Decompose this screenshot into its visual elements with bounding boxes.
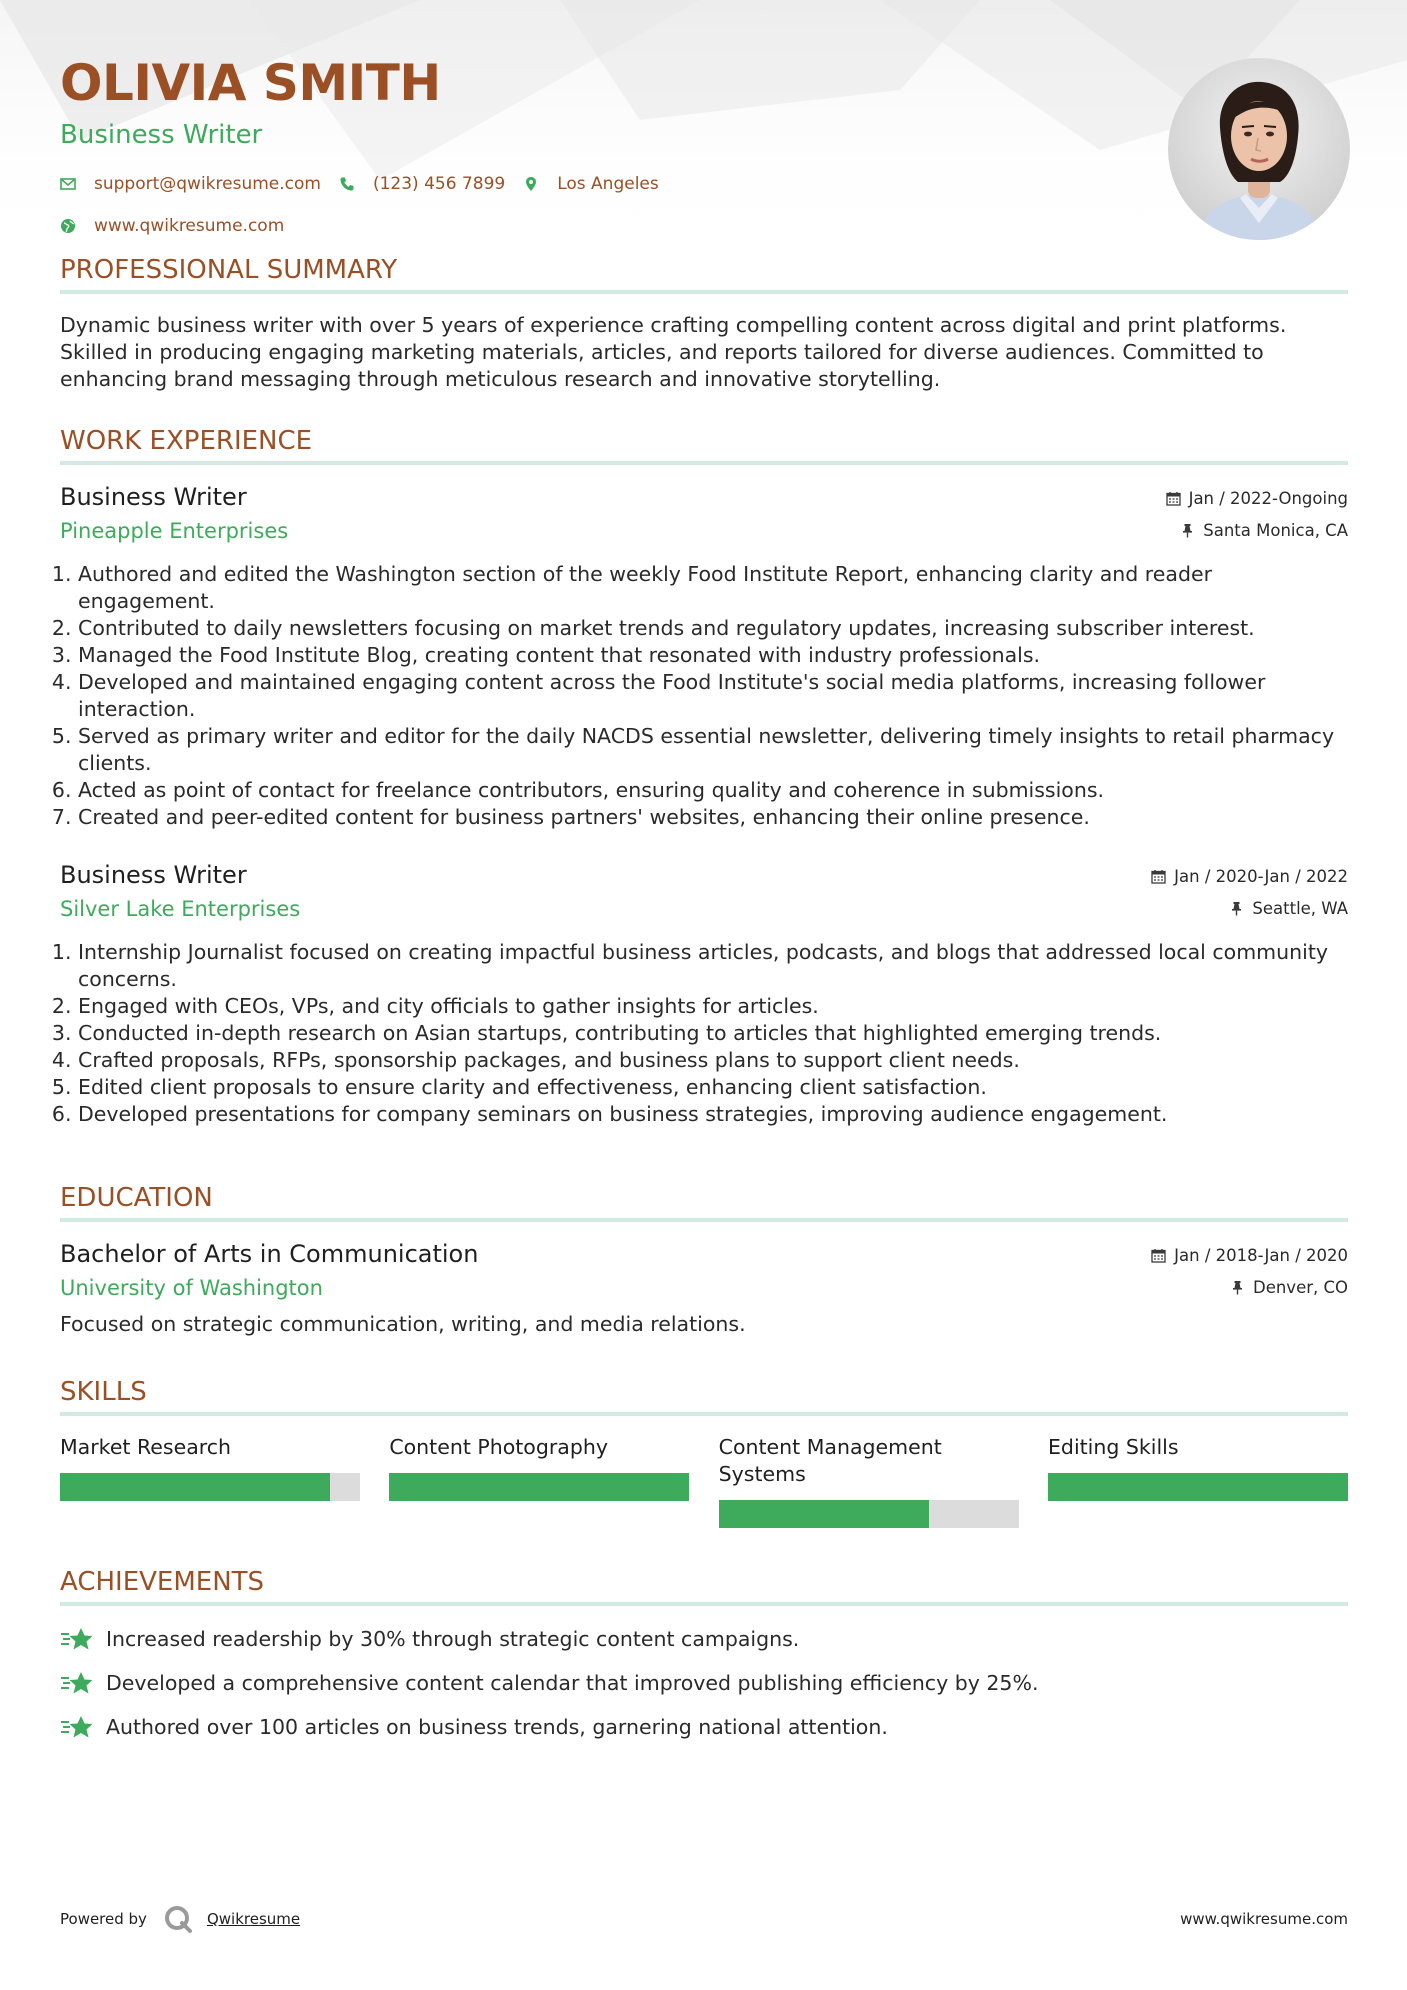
job-location — [1166, 519, 1348, 541]
skill-name: Content Management Systems — [718, 1435, 942, 1486]
job-location — [1151, 897, 1348, 919]
contact-phone[interactable] — [339, 174, 505, 194]
job-dates-text: Jan / 2022-Ongoing — [1188, 488, 1348, 508]
education-entry — [60, 1240, 1348, 1336]
list-item: 5. Served as primary writer and editor for the daily NACDS essential newsletter, delivering timely insights to retail pharmacy clients. — [78, 723, 1348, 777]
achievements-list — [60, 1624, 1348, 1742]
skill-level-bar — [1048, 1473, 1348, 1501]
pushpin-icon — [1180, 523, 1195, 538]
job-company: Pineapple Enterprises — [60, 519, 289, 543]
skills-heading: SKILLS — [60, 1377, 147, 1407]
education-location — [1151, 1276, 1348, 1298]
list-item: 5. Edited client proposals to ensure clarity and effectiveness, enhancing client satisfaction. — [78, 1074, 1348, 1101]
job-role: Business Writer — [60, 861, 247, 889]
job-location-text: Santa Monica, CA — [1203, 520, 1348, 540]
education-description: Focused on strategic communication, writing, and media relations. — [60, 1312, 746, 1336]
education-heading: EDUCATION — [60, 1183, 213, 1213]
achievement-text: Developed a comprehensive content calendar that improved publishing efficiency by 25%. — [106, 1671, 1039, 1695]
list-item: 3. Conducted in-depth research on Asian startups, contributing to articles that highlighted emerging trends. — [78, 1020, 1348, 1047]
skill-level-bar — [60, 1473, 360, 1501]
list-item: 2. Contributed to daily newsletters focusing on market trends and regulatory updates, increasing subscriber interest. — [78, 615, 1348, 642]
calendar-icon — [1151, 869, 1166, 884]
skill-level-fill — [389, 1473, 689, 1501]
list-item: 1. Internship Journalist focused on creating impactful business articles, podcasts, and blogs that addressed local community concerns. — [78, 939, 1348, 993]
summary-text: Dynamic business writer with over 5 years of experience crafting compelling content across digital and print platforms. Skilled in producing engaging marketing materials, articles, and reports tailored for diverse audiences. Committed to enhancing brand messaging through meticulous research and innovative storytelling. — [60, 313, 1287, 391]
experience-heading: WORK EXPERIENCE — [60, 426, 313, 456]
list-item: 2. Engaged with CEOs, VPs, and city officials to gather insights for articles. — [78, 993, 1348, 1020]
email-text[interactable]: support@qwikresume.com — [94, 174, 321, 194]
website-link[interactable]: www.qwikresume.com — [94, 216, 285, 236]
job-dates-text: Jan / 2020-Jan / 2022 — [1174, 866, 1348, 886]
resume-header — [60, 0, 1348, 250]
job-meta — [1151, 865, 1348, 919]
contact-location — [523, 174, 659, 194]
section-divider — [60, 1218, 1348, 1222]
star-badge-icon — [60, 1626, 94, 1652]
achievements-heading: ACHIEVEMENTS — [60, 1567, 265, 1597]
list-item: 7. Created and peer-edited content for business partners' websites, enhancing their online presence. — [78, 804, 1348, 831]
job-dates — [1166, 487, 1348, 509]
qwikresume-logo-icon — [163, 1904, 193, 1934]
star-badge-icon — [60, 1670, 94, 1696]
contact-website[interactable] — [60, 216, 284, 236]
profile-photo — [1168, 58, 1350, 240]
list-item: 4. Developed and maintained engaging content across the Food Institute's social media platforms, increasing follower interaction. — [78, 669, 1348, 723]
calendar-icon — [1166, 491, 1181, 506]
job-location-text: Seattle, WA — [1252, 898, 1348, 918]
list-item: 6. Developed presentations for company seminars on business strategies, improving audience engagement. — [78, 1101, 1348, 1128]
job-role: Business Writer — [60, 483, 247, 511]
contact-email[interactable] — [60, 174, 321, 194]
star-badge-icon — [60, 1714, 94, 1740]
list-item: 3. Managed the Food Institute Blog, creating content that resonated with industry professionals. — [78, 642, 1348, 669]
skill-item — [719, 1434, 1019, 1528]
skill-item — [60, 1434, 360, 1528]
section-divider — [60, 461, 1348, 465]
contact-info — [60, 172, 677, 238]
skill-level-fill — [60, 1473, 330, 1501]
globe-icon — [60, 218, 76, 234]
phone-icon — [339, 176, 355, 192]
skill-name: Market Research — [60, 1435, 232, 1459]
job-entry — [60, 483, 1348, 831]
achievement-item — [60, 1712, 1348, 1742]
job-duties-list — [60, 939, 1348, 1128]
job-header — [60, 861, 1348, 925]
page-footer — [60, 1898, 1348, 1932]
map-pin-icon — [523, 176, 539, 192]
skill-level-bar — [389, 1473, 689, 1501]
summary-heading: PROFESSIONAL SUMMARY — [60, 255, 398, 285]
job-entry — [60, 861, 1348, 1128]
contact-row — [60, 172, 677, 196]
job-meta — [1166, 487, 1348, 541]
skill-level-fill — [1048, 1473, 1348, 1501]
job-header — [60, 483, 1348, 547]
skill-level-fill — [719, 1500, 929, 1528]
education-location-text: Denver, CO — [1252, 1277, 1348, 1297]
calendar-icon — [1151, 1248, 1166, 1263]
job-duties-list — [60, 561, 1348, 831]
education-dates — [1151, 1244, 1348, 1266]
achievement-item — [60, 1624, 1348, 1654]
candidate-title: Business Writer — [60, 120, 263, 150]
list-item: 1. Authored and edited the Washington section of the weekly Food Institute Report, enhancing clarity and reader engagement. — [78, 561, 1348, 615]
skill-level-bar — [719, 1500, 1019, 1528]
location-text: Los Angeles — [557, 174, 659, 194]
brand-link[interactable]: Qwikresume — [206, 1910, 301, 1928]
skill-item — [1048, 1434, 1348, 1528]
envelope-icon — [60, 176, 76, 192]
school: University of Washington — [60, 1276, 323, 1300]
section-divider — [60, 290, 1348, 294]
footer-website-link[interactable]: www.qwikresume.com — [1180, 1910, 1348, 1928]
job-dates — [1151, 865, 1348, 887]
contact-row — [60, 214, 677, 238]
achievement-text: Increased readership by 30% through strategic content campaigns. — [106, 1627, 800, 1651]
section-divider — [60, 1602, 1348, 1606]
education-dates-text: Jan / 2018-Jan / 2020 — [1174, 1245, 1348, 1265]
skill-item — [389, 1434, 689, 1528]
list-item: 6. Acted as point of contact for freelance contributors, ensuring quality and coherence in submissions. — [78, 777, 1348, 804]
pushpin-icon — [1229, 901, 1244, 916]
education-header — [60, 1240, 1348, 1304]
job-company: Silver Lake Enterprises — [60, 897, 301, 921]
achievement-item — [60, 1668, 1348, 1698]
section-divider — [60, 1412, 1348, 1416]
phone-text: (123) 456 7899 — [372, 174, 506, 194]
pushpin-icon — [1230, 1280, 1245, 1295]
education-meta — [1151, 1244, 1348, 1298]
achievement-text: Authored over 100 articles on business trends, garnering national attention. — [106, 1715, 888, 1739]
skills-grid — [60, 1434, 1348, 1528]
list-item: 4. Crafted proposals, RFPs, sponsorship packages, and business plans to support client needs. — [78, 1047, 1348, 1074]
skill-name: Editing Skills — [1047, 1435, 1179, 1459]
resume-page — [60, 0, 1348, 1742]
skill-name: Content Photography — [389, 1435, 608, 1459]
powered-by — [60, 1904, 300, 1934]
powered-by-label: Powered by — [60, 1910, 147, 1928]
candidate-name: OLIVIA SMITH — [60, 54, 441, 112]
degree: Bachelor of Arts in Communication — [60, 1240, 479, 1268]
